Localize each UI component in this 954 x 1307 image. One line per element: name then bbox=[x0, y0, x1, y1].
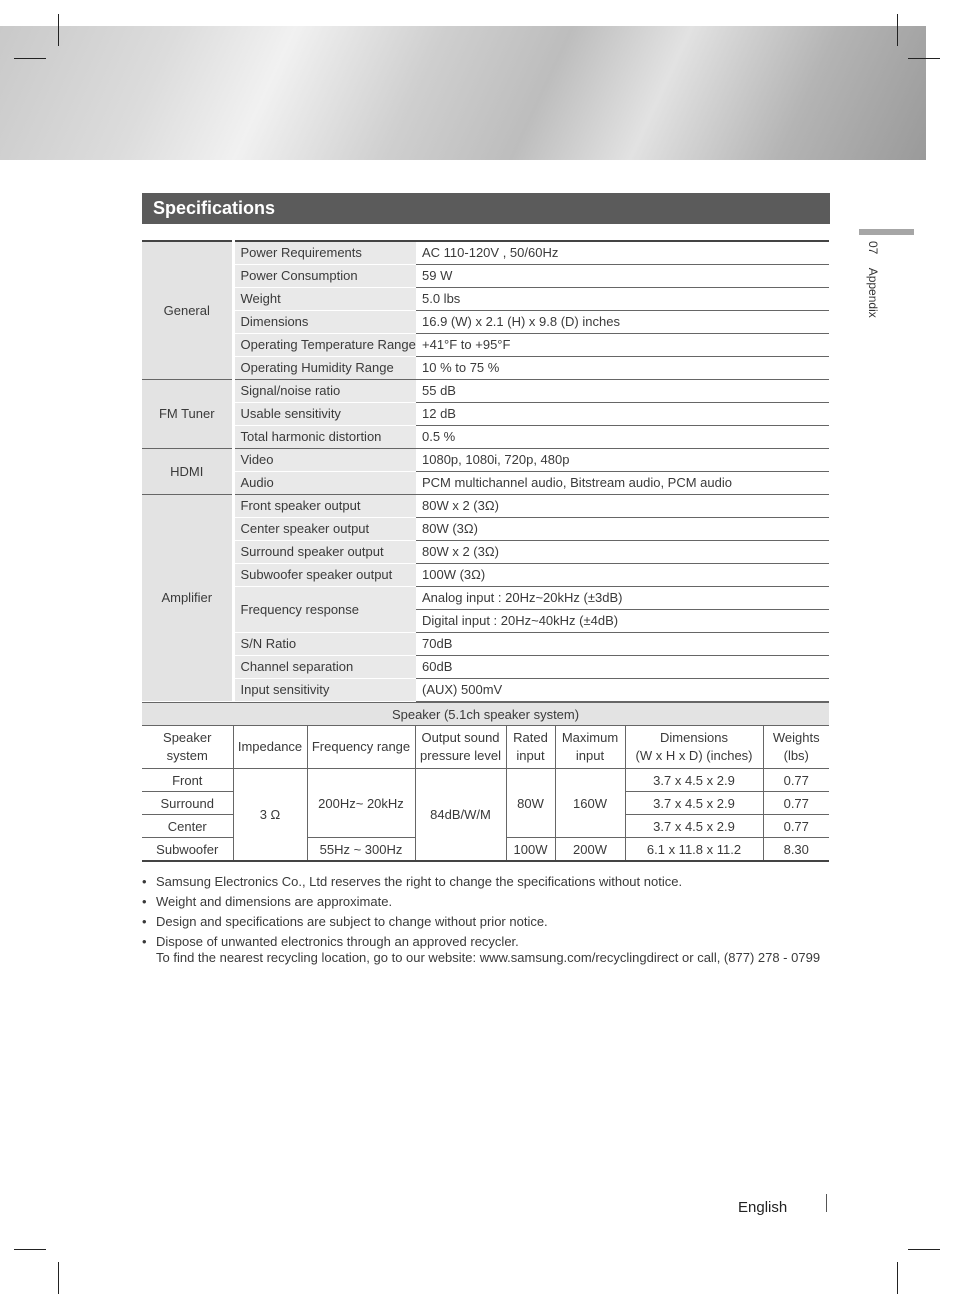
spec-value: 16.9 (W) x 2.1 (H) x 9.8 (D) inches bbox=[416, 311, 829, 334]
spec-label: Power Requirements bbox=[233, 241, 416, 265]
spec-value: 59 W bbox=[416, 265, 829, 288]
spl-value: 84dB/W/M bbox=[415, 769, 506, 862]
spec-value: 0.5 % bbox=[416, 426, 829, 449]
footer-language: English bbox=[738, 1199, 788, 1216]
bullet-icon: • bbox=[142, 894, 147, 909]
col-header-impedance: Impedance bbox=[233, 726, 307, 769]
spec-value: 80W x 2 (3Ω) bbox=[416, 495, 829, 518]
max-value: 160W bbox=[555, 769, 625, 838]
spec-label: Center speaker output bbox=[233, 518, 416, 541]
chapter-number: 07 bbox=[866, 241, 880, 255]
table-row bbox=[142, 703, 829, 726]
spec-value: PCM multichannel audio, Bitstream audio, PCM audio bbox=[416, 472, 829, 495]
spec-label: Signal/noise ratio bbox=[233, 380, 416, 403]
col-header-frequency: Frequency range bbox=[307, 726, 415, 769]
spec-label: Dimensions bbox=[233, 311, 416, 334]
impedance-value: 3 Ω bbox=[233, 769, 307, 862]
header-banner bbox=[0, 26, 926, 160]
table-row bbox=[142, 541, 829, 564]
bullet-icon: • bbox=[142, 914, 147, 929]
table-row bbox=[142, 495, 829, 518]
side-chapter-label bbox=[866, 241, 880, 318]
spec-value: 80W x 2 (3Ω) bbox=[416, 541, 829, 564]
table-row bbox=[142, 288, 829, 311]
table-row bbox=[142, 679, 829, 702]
speaker-table bbox=[142, 702, 829, 862]
dimension-value: 3.7 x 4.5 x 2.9 bbox=[625, 792, 763, 815]
spec-label: Surround speaker output bbox=[233, 541, 416, 564]
spec-value: 1080p, 1080i, 720p, 480p bbox=[416, 449, 829, 472]
table-row bbox=[142, 334, 829, 357]
col-header-max: Maximum input bbox=[555, 726, 625, 769]
crop-mark bbox=[14, 1249, 46, 1250]
spec-label: Input sensitivity bbox=[233, 679, 416, 702]
chapter-title: Appendix bbox=[866, 267, 880, 318]
spec-value: AC 110-120V , 50/60Hz bbox=[416, 241, 829, 265]
table-row bbox=[142, 564, 829, 587]
spec-value: 10 % to 75 % bbox=[416, 357, 829, 380]
crop-mark bbox=[897, 1262, 898, 1294]
speaker-name: Subwoofer bbox=[142, 838, 233, 862]
frequency-value: 200Hz~ 20kHz bbox=[307, 769, 415, 838]
crop-mark bbox=[908, 58, 940, 59]
bullet-icon: • bbox=[142, 934, 147, 949]
note-text: Weight and dimensions are approximate. bbox=[156, 894, 393, 909]
spec-label: Front speaker output bbox=[233, 495, 416, 518]
spec-value: 55 dB bbox=[416, 380, 829, 403]
table-row bbox=[142, 587, 829, 610]
note-text: Design and specifications are subject to change without prior notice. bbox=[156, 914, 548, 929]
spec-label: Total harmonic distortion bbox=[233, 426, 416, 449]
table-row bbox=[142, 241, 829, 265]
note-text: To find the nearest recycling location, go to our website: www.samsung.com/recyclingdirect or call, (877) 278 - 0799 bbox=[156, 950, 821, 965]
spec-label: Operating Temperature Range bbox=[233, 334, 416, 357]
spec-table bbox=[142, 240, 829, 702]
spec-value: 60dB bbox=[416, 656, 829, 679]
note-text: Dispose of unwanted electronics through an approved recycler. bbox=[156, 934, 519, 949]
crop-mark bbox=[14, 58, 46, 59]
spec-value: 5.0 lbs bbox=[416, 288, 829, 311]
spec-label: S/N Ratio bbox=[233, 633, 416, 656]
note-text: Samsung Electronics Co., Ltd reserves the right to change the specifications without notice. bbox=[156, 874, 683, 889]
crop-mark bbox=[58, 1262, 59, 1294]
speaker-name: Surround bbox=[142, 792, 233, 815]
notes-list bbox=[142, 874, 842, 970]
list-item bbox=[142, 914, 842, 930]
spec-label: Audio bbox=[233, 472, 416, 495]
category-fm-tuner: FM Tuner bbox=[142, 380, 233, 449]
footer-divider bbox=[826, 1194, 827, 1212]
dimension-value: 6.1 x 11.8 x 11.2 bbox=[625, 838, 763, 862]
spec-label: Subwoofer speaker output bbox=[233, 564, 416, 587]
spec-value: Analog input : 20Hz~20kHz (±3dB) bbox=[416, 587, 829, 610]
bullet-icon: • bbox=[142, 874, 147, 889]
table-row bbox=[142, 311, 829, 334]
speaker-section-title: Speaker (5.1ch speaker system) bbox=[142, 703, 829, 726]
weight-value: 0.77 bbox=[763, 769, 829, 792]
crop-mark bbox=[58, 14, 59, 46]
rated-value: 100W bbox=[506, 838, 555, 862]
category-hdmi: HDMI bbox=[142, 449, 233, 495]
rated-value: 80W bbox=[506, 769, 555, 838]
crop-mark bbox=[908, 1249, 940, 1250]
dimension-value: 3.7 x 4.5 x 2.9 bbox=[625, 769, 763, 792]
col-header-weights: Weights (lbs) bbox=[763, 726, 829, 769]
table-row bbox=[142, 769, 829, 792]
max-value: 200W bbox=[555, 838, 625, 862]
spec-value: 12 dB bbox=[416, 403, 829, 426]
weight-value: 0.77 bbox=[763, 815, 829, 838]
col-header-system: Speaker system bbox=[142, 726, 233, 769]
dimension-value: 3.7 x 4.5 x 2.9 bbox=[625, 815, 763, 838]
side-tab-bar bbox=[859, 229, 914, 235]
spec-value: (AUX) 500mV bbox=[416, 679, 829, 702]
spec-value: 100W (3Ω) bbox=[416, 564, 829, 587]
crop-mark bbox=[897, 14, 898, 46]
table-row bbox=[142, 265, 829, 288]
table-row bbox=[142, 357, 829, 380]
weight-value: 0.77 bbox=[763, 792, 829, 815]
category-amplifier: Amplifier bbox=[142, 495, 233, 702]
list-item bbox=[142, 894, 842, 910]
table-row bbox=[142, 403, 829, 426]
table-header-row bbox=[142, 726, 829, 769]
col-header-rated: Rated input bbox=[506, 726, 555, 769]
spec-label: Operating Humidity Range bbox=[233, 357, 416, 380]
frequency-value: 55Hz ~ 300Hz bbox=[307, 838, 415, 862]
table-row bbox=[142, 472, 829, 495]
table-row bbox=[142, 426, 829, 449]
col-header-spl: Output sound pressure level bbox=[415, 726, 506, 769]
category-general: General bbox=[142, 241, 233, 380]
spec-value: +41°F to +95°F bbox=[416, 334, 829, 357]
list-item bbox=[142, 874, 842, 890]
spec-value: Digital input : 20Hz~40kHz (±4dB) bbox=[416, 610, 829, 633]
table-row bbox=[142, 518, 829, 541]
table-row bbox=[142, 380, 829, 403]
page-title: Specifications bbox=[142, 193, 830, 224]
spec-label: Video bbox=[233, 449, 416, 472]
spec-label: Frequency response bbox=[233, 587, 416, 633]
table-row bbox=[142, 449, 829, 472]
speaker-name: Center bbox=[142, 815, 233, 838]
spec-value: 70dB bbox=[416, 633, 829, 656]
spec-label: Usable sensitivity bbox=[233, 403, 416, 426]
spec-label: Channel separation bbox=[233, 656, 416, 679]
spec-label: Power Consumption bbox=[233, 265, 416, 288]
spec-value: 80W (3Ω) bbox=[416, 518, 829, 541]
col-header-dimensions: Dimensions (W x H x D) (inches) bbox=[625, 726, 763, 769]
table-row bbox=[142, 633, 829, 656]
spec-label: Weight bbox=[233, 288, 416, 311]
weight-value: 8.30 bbox=[763, 838, 829, 862]
list-item bbox=[142, 934, 842, 966]
speaker-name: Front bbox=[142, 769, 233, 792]
table-row bbox=[142, 656, 829, 679]
